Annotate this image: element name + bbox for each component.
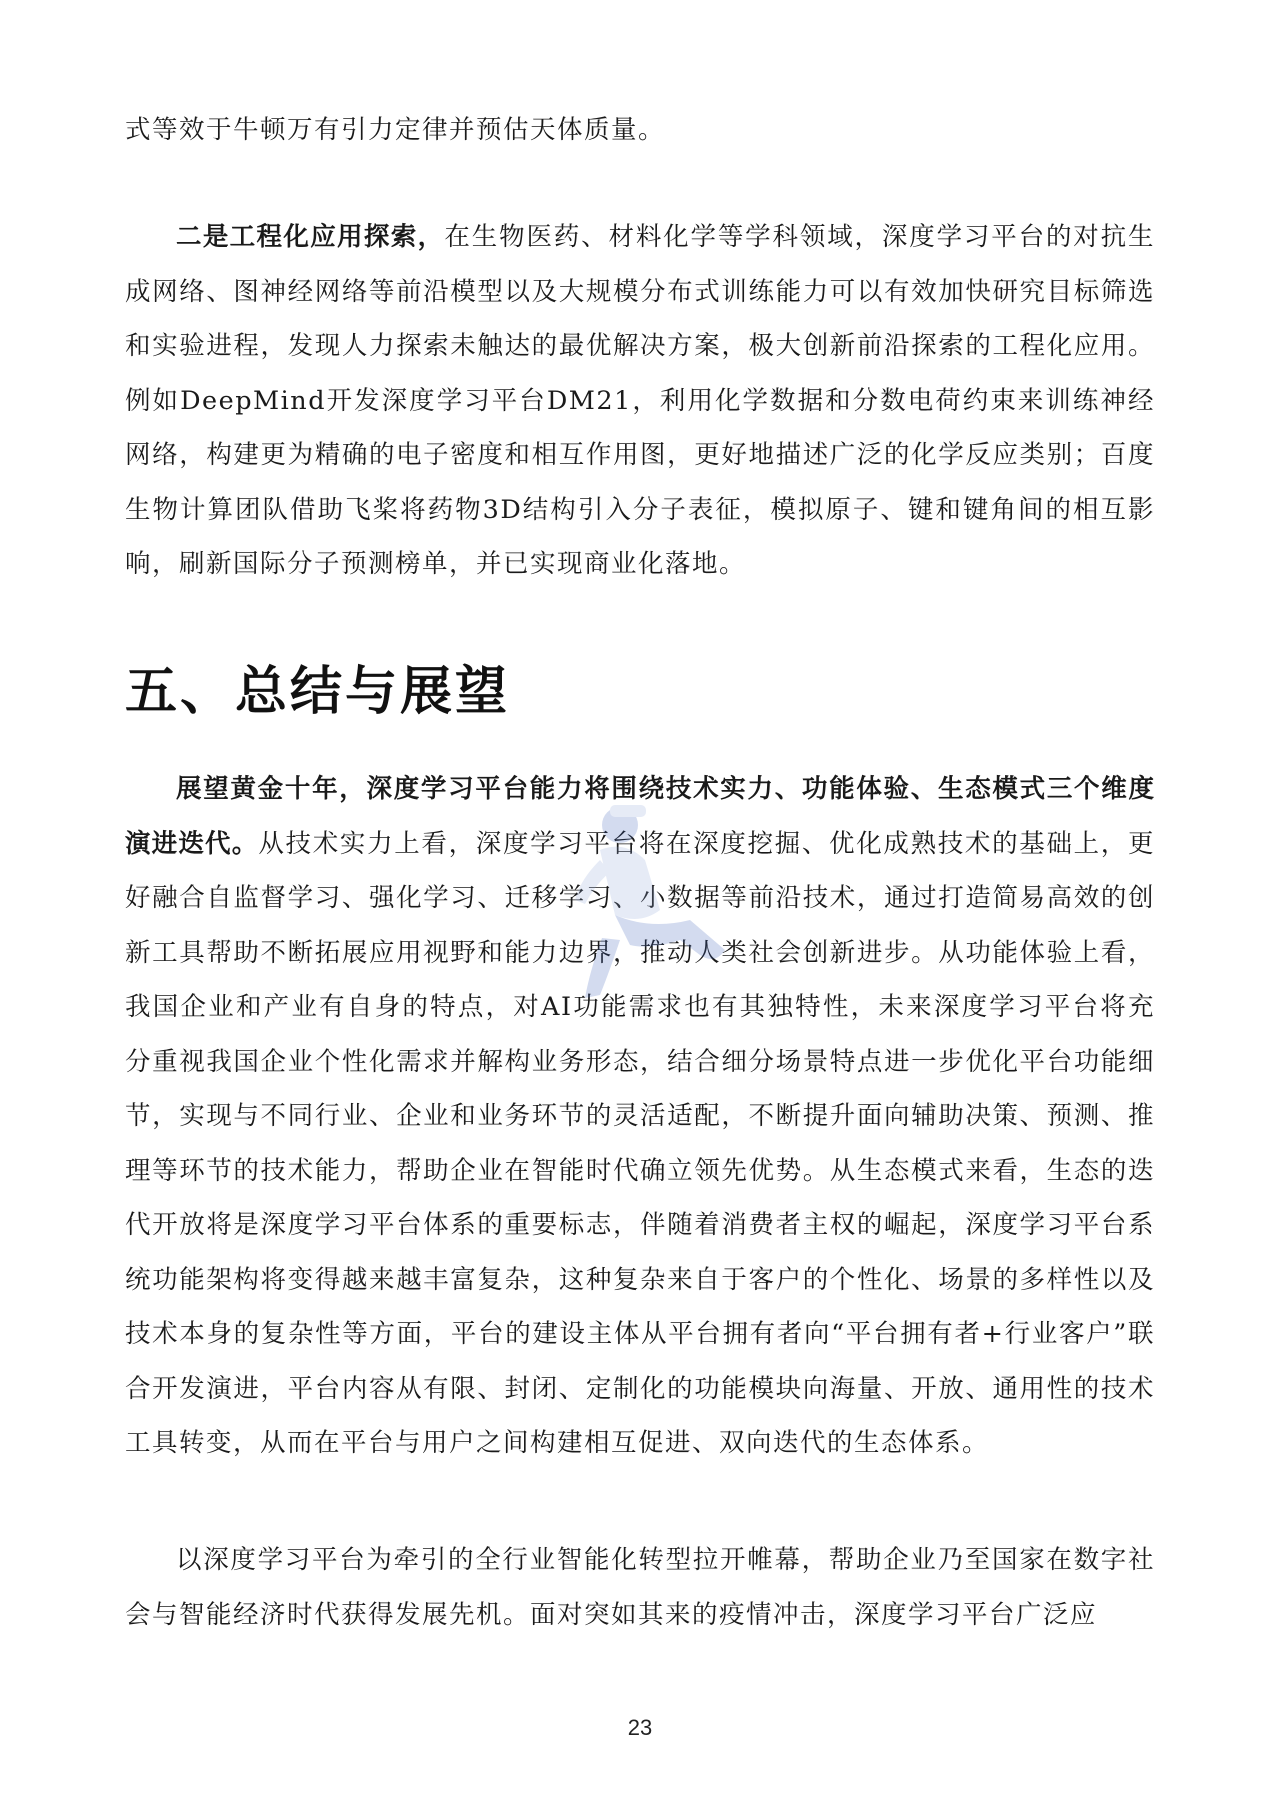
- paragraph-continuation: [125, 103, 1155, 158]
- paragraph-text: 以深度学习平台为牵引的全行业智能化转型拉开帷幕，帮助企业乃至国家在数字社会与智能经济时代获得发展先机。面对突如其来的疫情冲击，深度学习平台广泛应: [125, 1545, 1155, 1630]
- paragraph-text: 式等效于牛顿万有引力定律并预估天体质量。: [125, 115, 666, 145]
- page-number: 23: [627, 1715, 653, 1740]
- section-heading: 五、总结与展望: [125, 662, 511, 722]
- paragraph-body: 从技术实力上看，深度学习平台将在深度挖掘、优化成熟技术的基础上，更好融合自监督学习、强化学习、迁移学习、小数据等前沿技术，通过打造简易高效的创新工具帮助不断拓展应用视野和能力边界，推动人类社会创新进步。从功能体验上看，我国企业和产业有自身的特点，对AI功能需求也有其独特性，未来深度学习平台将充分重视我国企业个性化需求并解构业务形态，结合细分场景特点进一步优化平台功能细节，实现与不同行业、企业和业务环节的灵活适配，不断提升面向辅助决策、预测、推理等环节的技术能力，帮助企业在智能时代确立领先优势。从生态模式来看，生态的迭代开放将是深度学习平台体系的重要标志，伴随着消费者主权的崛起，深度学习平台系统功能架构将变得越来越丰富复杂，这种复杂来自于客户的个性化、场景的多样性以及技术本身的复杂性等方面，平台的建设主体从平台拥有者向“平台拥有者+行业客户”联合开发演进，平台内容从有限、封闭、定制化的功能模块向海量、开放、通用性的技术工具转变，从而在平台与用户之间构建相互促进、双向迭代的生态体系。: [125, 828, 1155, 1458]
- paragraph-body: 在生物医药、材料化学等学科领域，深度学习平台的对抗生成网络、图神经网络等前沿模型以及大规模分布式训练能力可以有效加快研究目标筛选和实验进程，发现人力探索未触达的最优解决方案，极大创新前沿探索的工程化应用。例如DeepMind开发深度学习平台DM21，利用化学数据和分数电荷约束来训练神经网络，构建更为精确的电子密度和相互作用图，更好地描述广泛的化学反应类别；百度生物计算团队借助飞桨将药物3D结构引入分子表征，模拟原子、键和键角间的相互影响，刷新国际分子预测榜单，并已实现商业化落地。: [125, 222, 1155, 579]
- paragraph-lead-bold: 二是工程化应用探索，: [176, 222, 445, 252]
- paragraph-conclusion: [125, 1533, 1155, 1642]
- paragraph-lead-bold: 展望黄金十年，深度学习平台能力将围绕技术实力、功能体验、生态模式三个维度演进迭代。: [125, 774, 1155, 859]
- paragraph-engineering-application: [125, 210, 1155, 592]
- paragraph-outlook: [125, 762, 1155, 1471]
